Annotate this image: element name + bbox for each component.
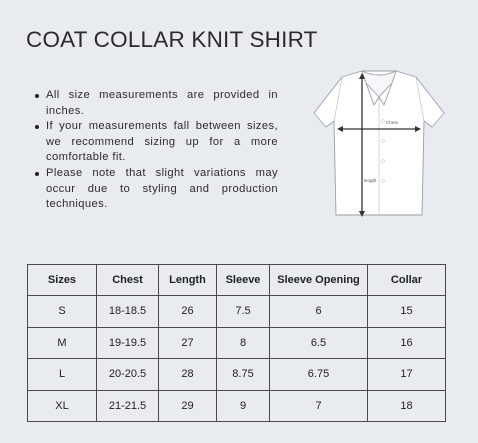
header-sizes: Sizes <box>28 265 97 296</box>
measurement-notes <box>36 88 278 213</box>
cell-length: 27 <box>159 327 217 359</box>
header-chest: Chest <box>97 265 159 296</box>
cell-size: L <box>28 359 97 391</box>
cell-chest: 21-21.5 <box>97 390 159 422</box>
table-header-row <box>28 265 446 296</box>
page-title: COAT COLLAR KNIT SHIRT <box>26 27 318 52</box>
cell-length: 26 <box>159 296 217 328</box>
chest-label: Chest <box>386 120 398 125</box>
cell-sleeve: 8.75 <box>217 359 270 391</box>
note-item: If your measurements fall between sizes, we recommend sizing up for a more comfortable fit. <box>36 119 278 166</box>
cell-length: 28 <box>159 359 217 391</box>
table-row <box>28 327 446 359</box>
cell-length: 29 <box>159 390 217 422</box>
table-row <box>28 296 446 328</box>
length-label: length <box>364 178 377 183</box>
cell-size: S <box>28 296 97 328</box>
cell-chest: 18-18.5 <box>97 296 159 328</box>
shirt-measurement-diagram <box>304 63 454 223</box>
cell-collar: 18 <box>368 390 446 422</box>
cell-sleeve-opening: 6.5 <box>270 327 368 359</box>
cell-sleeve-opening: 7 <box>270 390 368 422</box>
cell-size: XL <box>28 390 97 422</box>
cell-chest: 19-19.5 <box>97 327 159 359</box>
header-collar: Collar <box>368 265 446 296</box>
cell-sleeve: 8 <box>217 327 270 359</box>
cell-collar: 17 <box>368 359 446 391</box>
note-item: All size measurements are provided in inches. <box>36 88 278 119</box>
header-sleeve: Sleeve <box>217 265 270 296</box>
cell-sleeve-opening: 6 <box>270 296 368 328</box>
note-item: Please note that slight variations may occur due to styling and production techniques. <box>36 166 278 213</box>
cell-size: M <box>28 327 97 359</box>
table-row <box>28 390 446 422</box>
header-length: Length <box>159 265 217 296</box>
cell-sleeve-opening: 6.75 <box>270 359 368 391</box>
cell-sleeve: 7.5 <box>217 296 270 328</box>
cell-chest: 20-20.5 <box>97 359 159 391</box>
cell-collar: 15 <box>368 296 446 328</box>
cell-collar: 16 <box>368 327 446 359</box>
table-row <box>28 359 446 391</box>
size-chart-table <box>27 264 446 422</box>
header-sleeve-opening: Sleeve Opening <box>270 265 368 296</box>
cell-sleeve: 9 <box>217 390 270 422</box>
